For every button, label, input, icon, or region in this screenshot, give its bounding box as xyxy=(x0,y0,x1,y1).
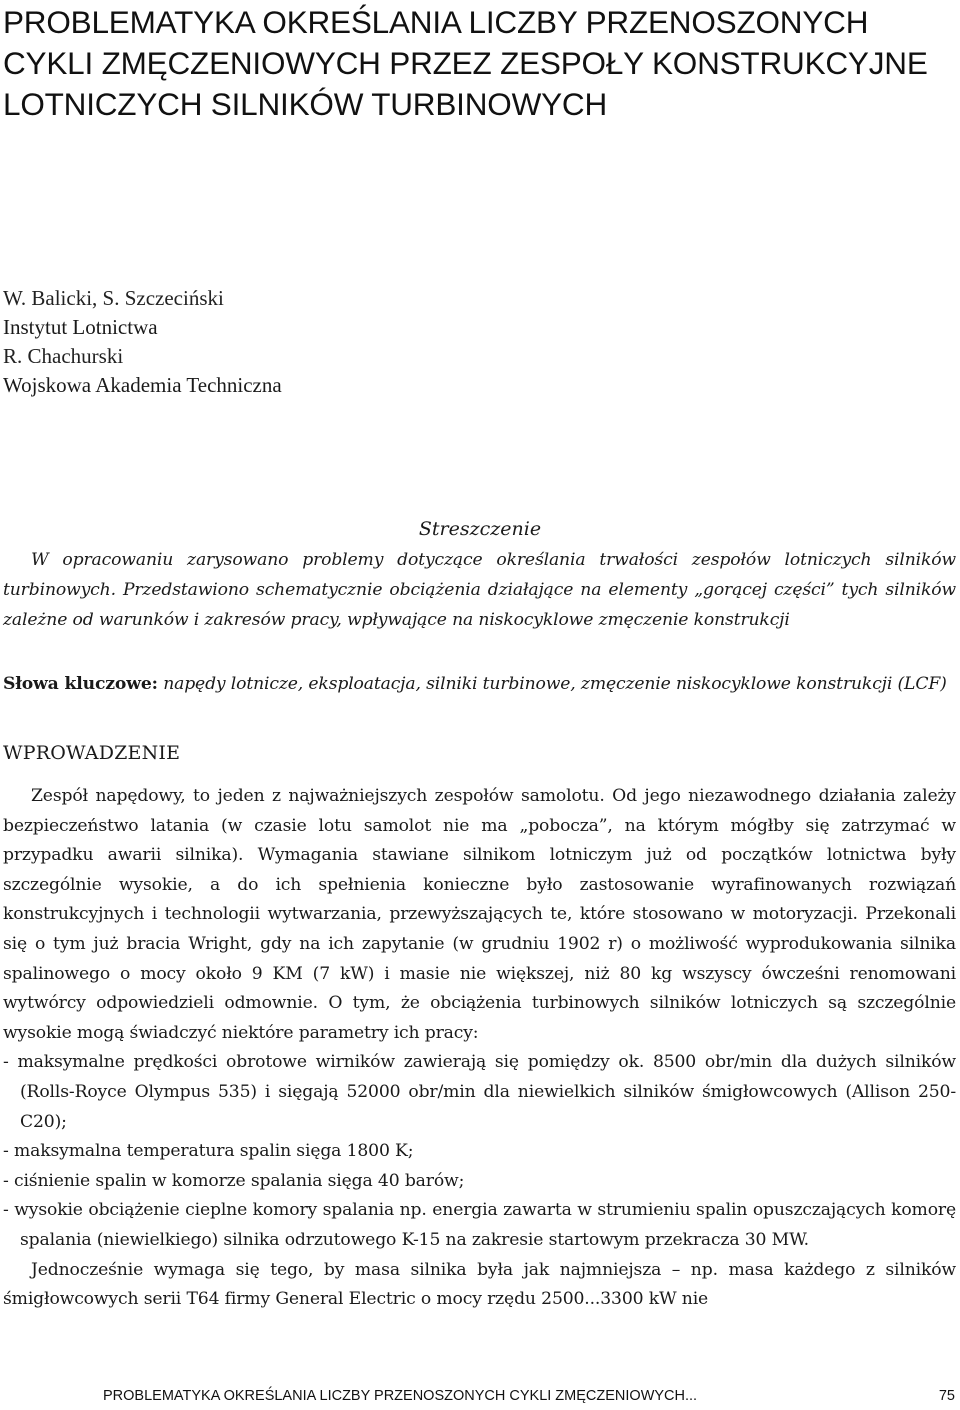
parameter-list xyxy=(3,1048,956,1255)
body-paragraph: Jednocześnie wymaga się tego, by masa silnika była jak najmniejsza – np. masa każdego z silników śmigłowcowych serii T64 firmy General Electric o mocy rzędu 2500...3300 kW nie xyxy=(3,1259,956,1310)
list-item: - wysokie obciążenie cieplne komory spalania np. energia zawarta w strumieniu spalin opuszczających komorę spalania (niewielkiego) silnika odrzutowego K-15 na zakresie startowym przekracza 30 MW. xyxy=(3,1200,956,1250)
list-item: - ciśnienie spalin w komorze spalania sięga 40 barów; xyxy=(3,1170,465,1191)
abstract-heading: Streszczenie xyxy=(418,518,542,540)
author-affiliation: Wojskowa Akademia Techniczna xyxy=(3,373,282,397)
list-item: - maksymalne prędkości obrotowe wirników zawierają się pomiędzy ok. 8500 obr/min dla dużych silników (Rolls-Royce Olympus 535) i sięgają 52000 obr/min dla niewielkich silników śmigłowcowych (Allison 250-C20); xyxy=(3,1052,956,1132)
paper-title: PROBLEMATYKA OKREŚLANIA LICZBY PRZENOSZONYCH CYKLI ZMĘCZENIOWYCH PRZEZ ZESPOŁY KONSTRUKCYJNE LOTNICZYCH SILNIKÓW TURBINOWYCH xyxy=(3,4,928,122)
author-names: R. Chachurski xyxy=(3,344,124,368)
section-body xyxy=(3,782,956,1315)
running-title: PROBLEMATYKA OKREŚLANIA LICZBY PRZENOSZONYCH CYKLI ZMĘCZENIOWYCH... xyxy=(103,1388,698,1404)
list-item: - maksymalna temperatura spalin sięga 1800 K; xyxy=(3,1141,414,1162)
keywords-text: napędy lotnicze, eksploatacja, silniki turbinowe, zmęczenie niskocyklowe konstrukcji (LCF) xyxy=(163,674,947,694)
keywords-label: Słowa kluczowe: xyxy=(3,674,158,694)
section-heading: WPROWADZENIE xyxy=(3,742,181,764)
author-block xyxy=(3,284,603,400)
page-number: 75 xyxy=(938,1388,955,1404)
page-footer xyxy=(103,1386,955,1406)
author-names: W. Balicki, S. Szczeciński xyxy=(3,286,224,310)
body-paragraph: Zespół napędowy, to jeden z najważniejszych zespołów samolotu. Od jego niezawodnego działania zależy bezpieczeństwo latania (w czasie lotu samolot nie ma „pobocza”, na którym mógłby się zatrzymać w przypadku awarii silnika). Wymagania stawiane silnikom lotniczym już od początków lotnictwa były szczególnie wysokie, a do ich spełnienia konieczne było zastosowanie wyrafinowanych rozwiązań konstrukcyjnych i technologii wytwarzania, przewyższających te, które stosowano w motoryzacji. Przekonali się o tym już bracia Wright, gdy na ich zapytanie (w grudniu 1902 r) o możliwość wyprodukowania silnika spalinowego o mocy około 9 KM (7 kW) i masie nie większej, niż 80 kg wszyscy ówcześni renomowani wytwórcy odpowiedzieli odmownie. O tym, że obciążenia turbinowych silników lotniczych są szczególnie wysokie mogą świadczyć niektóre parametry ich pracy: xyxy=(3,786,956,1043)
abstract-text: W opracowaniu zarysowano problemy dotyczące określania trwałości zespołów lotniczych silników turbinowych. Przedstawiono schematycznie obciążenia działające na elementy „gorącej części” tych silników zależne od warunków i zakresów pracy, wpływające na niskocyklowe zmęczenie konstrukcji xyxy=(3,550,956,630)
keywords xyxy=(3,669,956,699)
author-affiliation: Instytut Lotnictwa xyxy=(3,315,158,339)
